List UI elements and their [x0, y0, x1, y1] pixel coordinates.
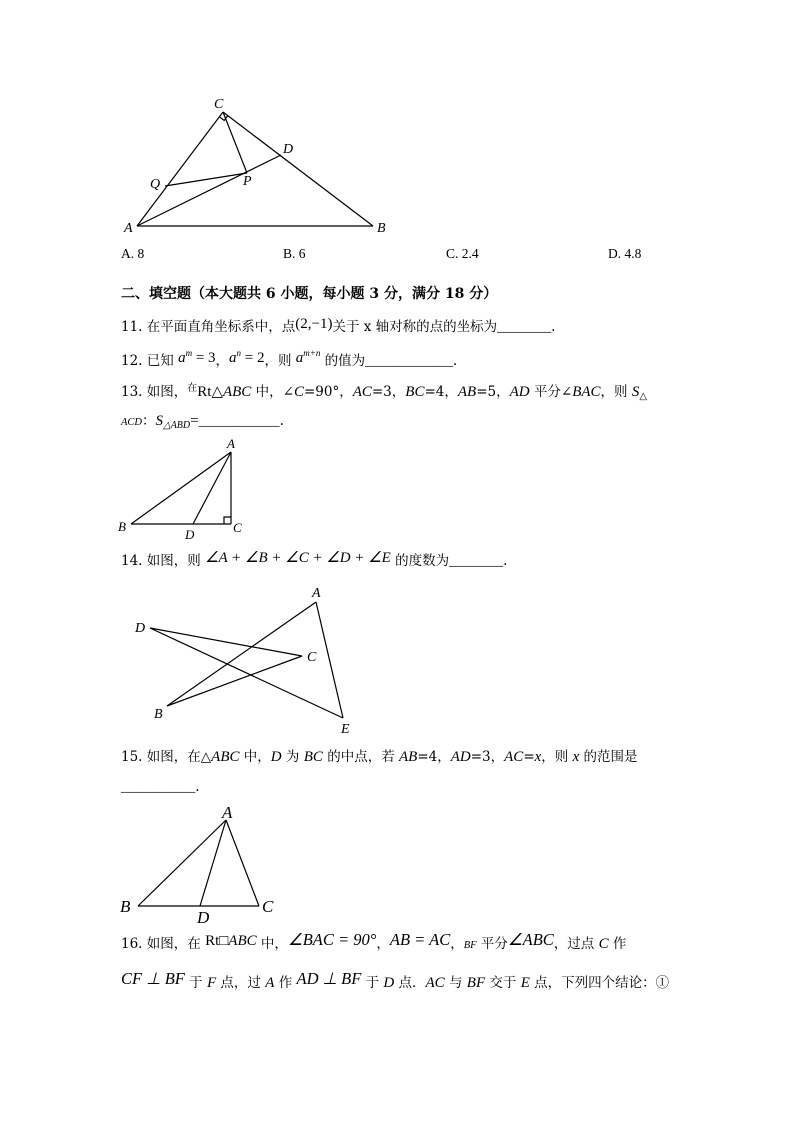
label-c: C	[214, 97, 224, 112]
angle-abc: ∠ABC	[507, 930, 554, 949]
label-d: D	[135, 621, 146, 636]
q12-expr-amn	[296, 350, 321, 366]
area-symbol: S	[631, 384, 640, 400]
q16-text: 16. 如图，在	[121, 936, 206, 952]
figure-q13-right-triangle	[110, 435, 250, 545]
triangle-name: ABC	[228, 933, 257, 949]
q15-text: 中，	[239, 749, 271, 765]
label-b: B	[118, 519, 126, 534]
var-x: x	[572, 749, 580, 765]
question-15-line-2	[121, 778, 200, 796]
equals: =	[190, 413, 199, 429]
var-a: a	[178, 350, 186, 366]
exponent-m: m	[185, 348, 193, 358]
right-angle-mark	[224, 517, 231, 524]
q13-small-char: 在	[187, 383, 198, 394]
q16-text: 于	[184, 975, 207, 991]
q16-text: 作	[274, 975, 297, 991]
var: AB	[457, 384, 477, 400]
question-13-line-2	[121, 412, 284, 432]
label-d: D	[283, 142, 294, 157]
label-a: A	[312, 586, 321, 601]
label-p: P	[243, 174, 252, 189]
question-14	[121, 552, 507, 570]
segment-bc	[167, 656, 302, 706]
answer-blank: ____________	[198, 413, 280, 428]
q12-text: 12. 已知	[121, 353, 179, 369]
segment-bf: BF	[463, 940, 477, 951]
answer-blank: ________	[449, 553, 504, 568]
q15-text: ，则	[541, 749, 573, 765]
area-symbol: S	[155, 413, 163, 429]
option-c: C. 2.4	[446, 246, 479, 261]
question-12	[121, 348, 458, 370]
q13-text: =90°，	[303, 384, 353, 400]
q16-text: 点．	[394, 975, 426, 991]
var: BF	[466, 975, 486, 991]
q13-text: =3，	[371, 384, 406, 400]
cf-perp-bf-expression: CF ⊥ BF	[121, 969, 185, 988]
q16-text: ，过点	[553, 936, 599, 952]
angle-sum-expression: ∠A + ∠B + ∠C + ∠D + ∠E	[205, 550, 391, 566]
q11-period: .	[551, 319, 556, 335]
q15-text: =4，	[417, 749, 451, 765]
q14-text: 的度数为	[390, 553, 450, 569]
var: D	[383, 975, 395, 991]
q16-text: 于	[361, 975, 384, 991]
var: AC	[352, 384, 372, 400]
triangle-name: ABC	[222, 384, 252, 400]
comma: ，	[450, 936, 464, 952]
subscript-acd: ACD	[121, 417, 142, 428]
var: BAC	[572, 384, 601, 400]
var: C	[293, 384, 304, 400]
exponent-m-plus-n: m+n	[303, 348, 321, 358]
var: AD	[450, 749, 471, 765]
q12-text: 的值为	[320, 353, 366, 369]
question-15-line-1	[121, 748, 638, 766]
q13-text: 13. 如图，	[121, 384, 188, 400]
label-d: D	[197, 908, 210, 927]
q11-point: (2,−1)	[295, 316, 333, 332]
label-c: C	[262, 897, 274, 916]
q16-text: 平分	[476, 936, 508, 952]
figure-q14-star	[125, 583, 360, 738]
q12-expr-an	[229, 350, 264, 366]
q12-text: ，则	[264, 353, 296, 369]
q14-text: 14. 如图，则	[121, 553, 206, 569]
label-b: B	[154, 707, 163, 722]
colon: ：	[142, 413, 156, 429]
answer-blank: _____________	[365, 353, 453, 368]
answer-blank: ___________	[121, 779, 196, 794]
value: = 2	[241, 350, 265, 366]
var: F	[206, 975, 217, 991]
segment-ac	[137, 112, 223, 226]
label-a: A	[227, 436, 235, 451]
q16-text: 中，	[256, 936, 288, 952]
var-a: a	[229, 350, 237, 366]
q12-expr-am	[178, 350, 215, 366]
q13-text: 平分∠	[529, 384, 573, 400]
segment-ad	[193, 452, 231, 524]
q13-text: ，则	[600, 384, 632, 400]
question-11	[121, 318, 555, 336]
exponent-n: n	[236, 348, 242, 358]
label-c: C	[307, 650, 317, 665]
label-b: B	[120, 897, 131, 916]
ad-perp-bf-expression: AD ⊥ BF	[296, 969, 362, 988]
var: E	[520, 975, 530, 991]
section-heading: 二、填空题（本大题共 6 小题，每小题 3 分，满分 18 分）	[121, 286, 498, 302]
segment-ae	[316, 602, 343, 718]
rt-triangle: Rt△	[197, 384, 223, 400]
q14-period: .	[503, 553, 508, 569]
q12-period: .	[452, 353, 458, 369]
comma: ，	[376, 936, 390, 952]
question-16-line-2	[121, 969, 670, 992]
label-a: A	[124, 221, 133, 236]
q15-text: =	[523, 749, 535, 765]
q13-text: =5，	[476, 384, 510, 400]
option-d: D. 4.8	[608, 246, 642, 261]
segment-dc	[150, 628, 302, 656]
value: = 3	[192, 350, 216, 366]
subscript-abd: △ABD	[163, 420, 191, 431]
label-q: Q	[150, 177, 161, 192]
var: AB	[399, 749, 418, 765]
var: A	[265, 975, 275, 991]
segment-qp	[165, 173, 247, 186]
var: AC	[504, 749, 524, 765]
question-13-line-1	[121, 383, 647, 403]
option-a: A. 8	[121, 246, 145, 261]
label-d: D	[185, 527, 195, 542]
question-16-line-1	[121, 930, 627, 955]
option-b: B. 6	[283, 246, 306, 261]
label-c: C	[233, 520, 242, 535]
answer-blank: ________	[497, 319, 552, 334]
var: C	[598, 936, 609, 952]
label-b: B	[377, 221, 386, 236]
q15-text: 为	[281, 749, 304, 765]
var: ABC	[211, 749, 240, 765]
q16-text: 点，下列四个结论：①	[529, 975, 670, 991]
ab-equals-ac-expression: AB = AC	[389, 930, 451, 949]
q13-text: 中，∠	[251, 384, 294, 400]
q16-text: 与	[444, 975, 467, 991]
q15-text: 的范围是	[579, 749, 638, 765]
triangle-symbol: △	[639, 391, 648, 402]
var: AD	[509, 384, 530, 400]
angle-bac-expression: ∠BAC = 90°	[287, 930, 377, 949]
rt-triangle: Rt□	[205, 933, 229, 949]
var: BC	[303, 749, 323, 765]
label-a: A	[222, 803, 233, 822]
q16-text: 交于	[485, 975, 521, 991]
q11-text: 11. 在平面直角坐标系中，点	[121, 319, 296, 335]
q13-text: =4，	[424, 384, 458, 400]
segment-ac	[226, 820, 259, 906]
q15-text: =3，	[470, 749, 505, 765]
q15-text: 的中点，若	[322, 749, 399, 765]
segment-ab	[131, 452, 231, 524]
var: D	[270, 749, 282, 765]
q15-text: 15. 如图，在△	[121, 749, 212, 765]
q13-period: .	[279, 413, 284, 429]
q16-text: 作	[608, 936, 627, 952]
var: AC	[425, 975, 445, 991]
label-e: E	[341, 722, 350, 737]
var-a: a	[295, 350, 304, 366]
segment-de	[150, 628, 343, 718]
q16-text: 点，过	[216, 975, 266, 991]
comma: ，	[215, 353, 230, 369]
figure-q10-triangle	[110, 92, 400, 237]
q15-period: .	[195, 779, 200, 795]
var-x: x	[534, 749, 542, 765]
var: BC	[405, 384, 425, 400]
figure-q15-triangle	[110, 800, 285, 928]
q11-text: 关于 x 轴对称的点的坐标为	[332, 319, 498, 335]
